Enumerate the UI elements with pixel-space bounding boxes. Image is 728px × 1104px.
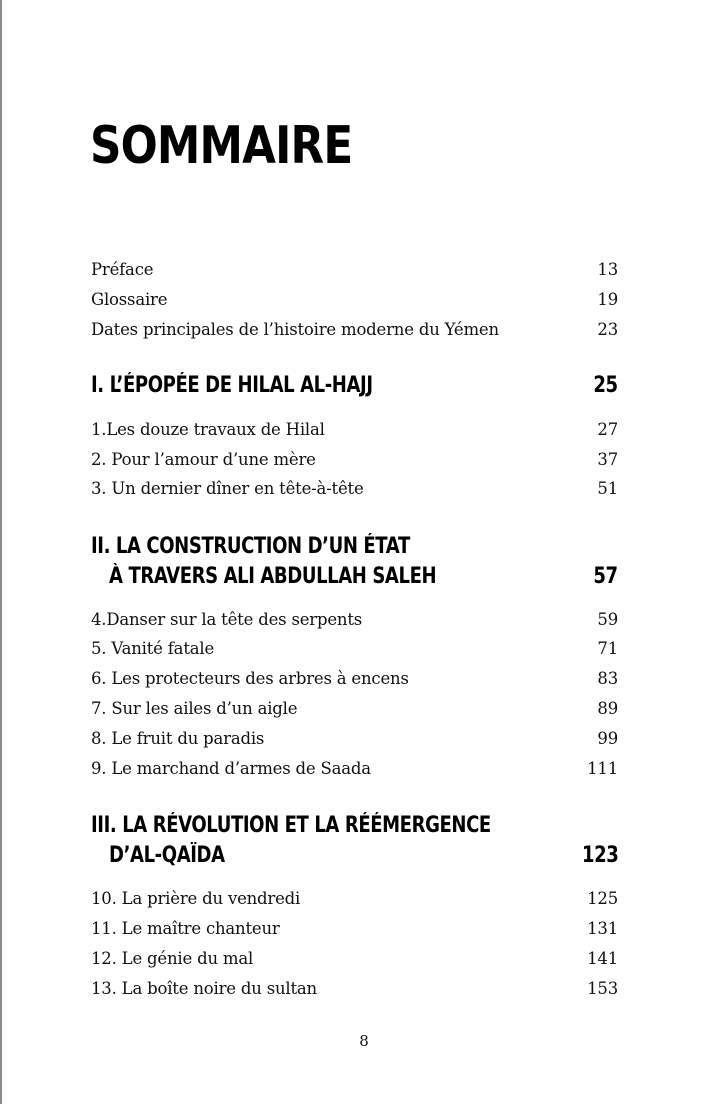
toc-entry [91, 886, 618, 912]
toc-entry-page: 59 [597, 610, 618, 629]
toc-entry [91, 666, 618, 692]
toc-entry-page: 51 [597, 479, 618, 498]
toc-entry [91, 696, 618, 722]
section-page: 123 [581, 843, 618, 868]
toc-entry-label: 7. Sur les ailes d’un aigle [91, 699, 298, 718]
toc-entry-page: 111 [587, 759, 618, 778]
toc-entry [91, 636, 618, 662]
toc-entry-label: 5. Vanité fatale [91, 639, 215, 658]
page-number: 8 [359, 1032, 369, 1050]
section-heading-3 [91, 811, 618, 841]
toc-entry-page: 13 [597, 260, 618, 279]
section-title: III. LA RÉVOLUTION ET LA RÉÉMERGENCE [91, 813, 491, 838]
toc-entry-label: 2. Pour l’amour d’une mère [91, 450, 316, 469]
toc-entry-label: Glossaire [91, 290, 168, 309]
toc-entry-page: 71 [597, 639, 618, 658]
toc-entry-page: 99 [597, 729, 618, 748]
toc-entry-label: 9. Le marchand d’armes de Saada [91, 759, 371, 778]
toc-entry [91, 417, 618, 443]
toc-entry [91, 976, 618, 1002]
section-title: D’AL-QAÏDA [109, 843, 225, 868]
page-title: SOMMAIRE [90, 116, 353, 176]
toc-entry [91, 607, 618, 633]
toc-entry-page: 125 [587, 889, 618, 908]
section-heading-1 [91, 371, 618, 401]
toc-entry [91, 756, 618, 782]
section-title: II. LA CONSTRUCTION D’UN ÉTAT [91, 534, 410, 559]
toc-entry-page: 27 [597, 420, 618, 439]
toc-entry-page: 19 [597, 290, 618, 309]
toc-entry-label: Dates principales de l’histoire moderne du Yémen [91, 320, 499, 339]
toc-entry [91, 447, 618, 473]
toc-entry [91, 946, 618, 972]
toc-entry-label: 3. Un dernier dîner en tête-à-tête [91, 479, 364, 498]
toc-entry-page: 141 [587, 949, 618, 968]
page-edge [0, 0, 2, 1104]
section-title: À TRAVERS ALI ABDULLAH SALEH [109, 564, 437, 589]
toc-entry [91, 257, 618, 283]
toc-entry-label: 1.Les douze travaux de Hilal [91, 420, 325, 439]
toc-entry-label: 4.Danser sur la tête des serpents [91, 610, 363, 629]
toc-entry [91, 916, 618, 942]
toc-entry-label: 8. Le fruit du paradis [91, 729, 265, 748]
section-page: 25 [593, 373, 618, 398]
toc-entry-page: 153 [587, 979, 618, 998]
toc-entry-page: 131 [587, 919, 618, 938]
toc-entry-page: 23 [597, 320, 618, 339]
toc-entry-label: 6. Les protecteurs des arbres à encens [91, 669, 409, 688]
toc-entry [91, 317, 618, 343]
section-title: I. L’ÉPOPÉE DE HILAL AL-HAJJ [91, 373, 373, 398]
toc-entry-page: 89 [597, 699, 618, 718]
section-page: 57 [593, 564, 618, 589]
section-heading-2 [91, 532, 618, 562]
toc-entry [91, 726, 618, 752]
section-heading-3-line-2 [91, 841, 618, 871]
toc-entry-label: Préface [91, 260, 154, 279]
toc-entry [91, 476, 618, 502]
toc-entry-label: 13. La boîte noire du sultan [91, 979, 317, 998]
toc-entry-label: 12. Le génie du mal [91, 949, 254, 968]
toc-entry-page: 83 [597, 669, 618, 688]
toc-entry [91, 287, 618, 313]
toc-entry-label: 11. Le maître chanteur [91, 919, 280, 938]
toc-entry-page: 37 [597, 450, 618, 469]
section-heading-2-line-2 [91, 562, 618, 592]
toc-entry-label: 10. La prière du vendredi [91, 889, 301, 908]
